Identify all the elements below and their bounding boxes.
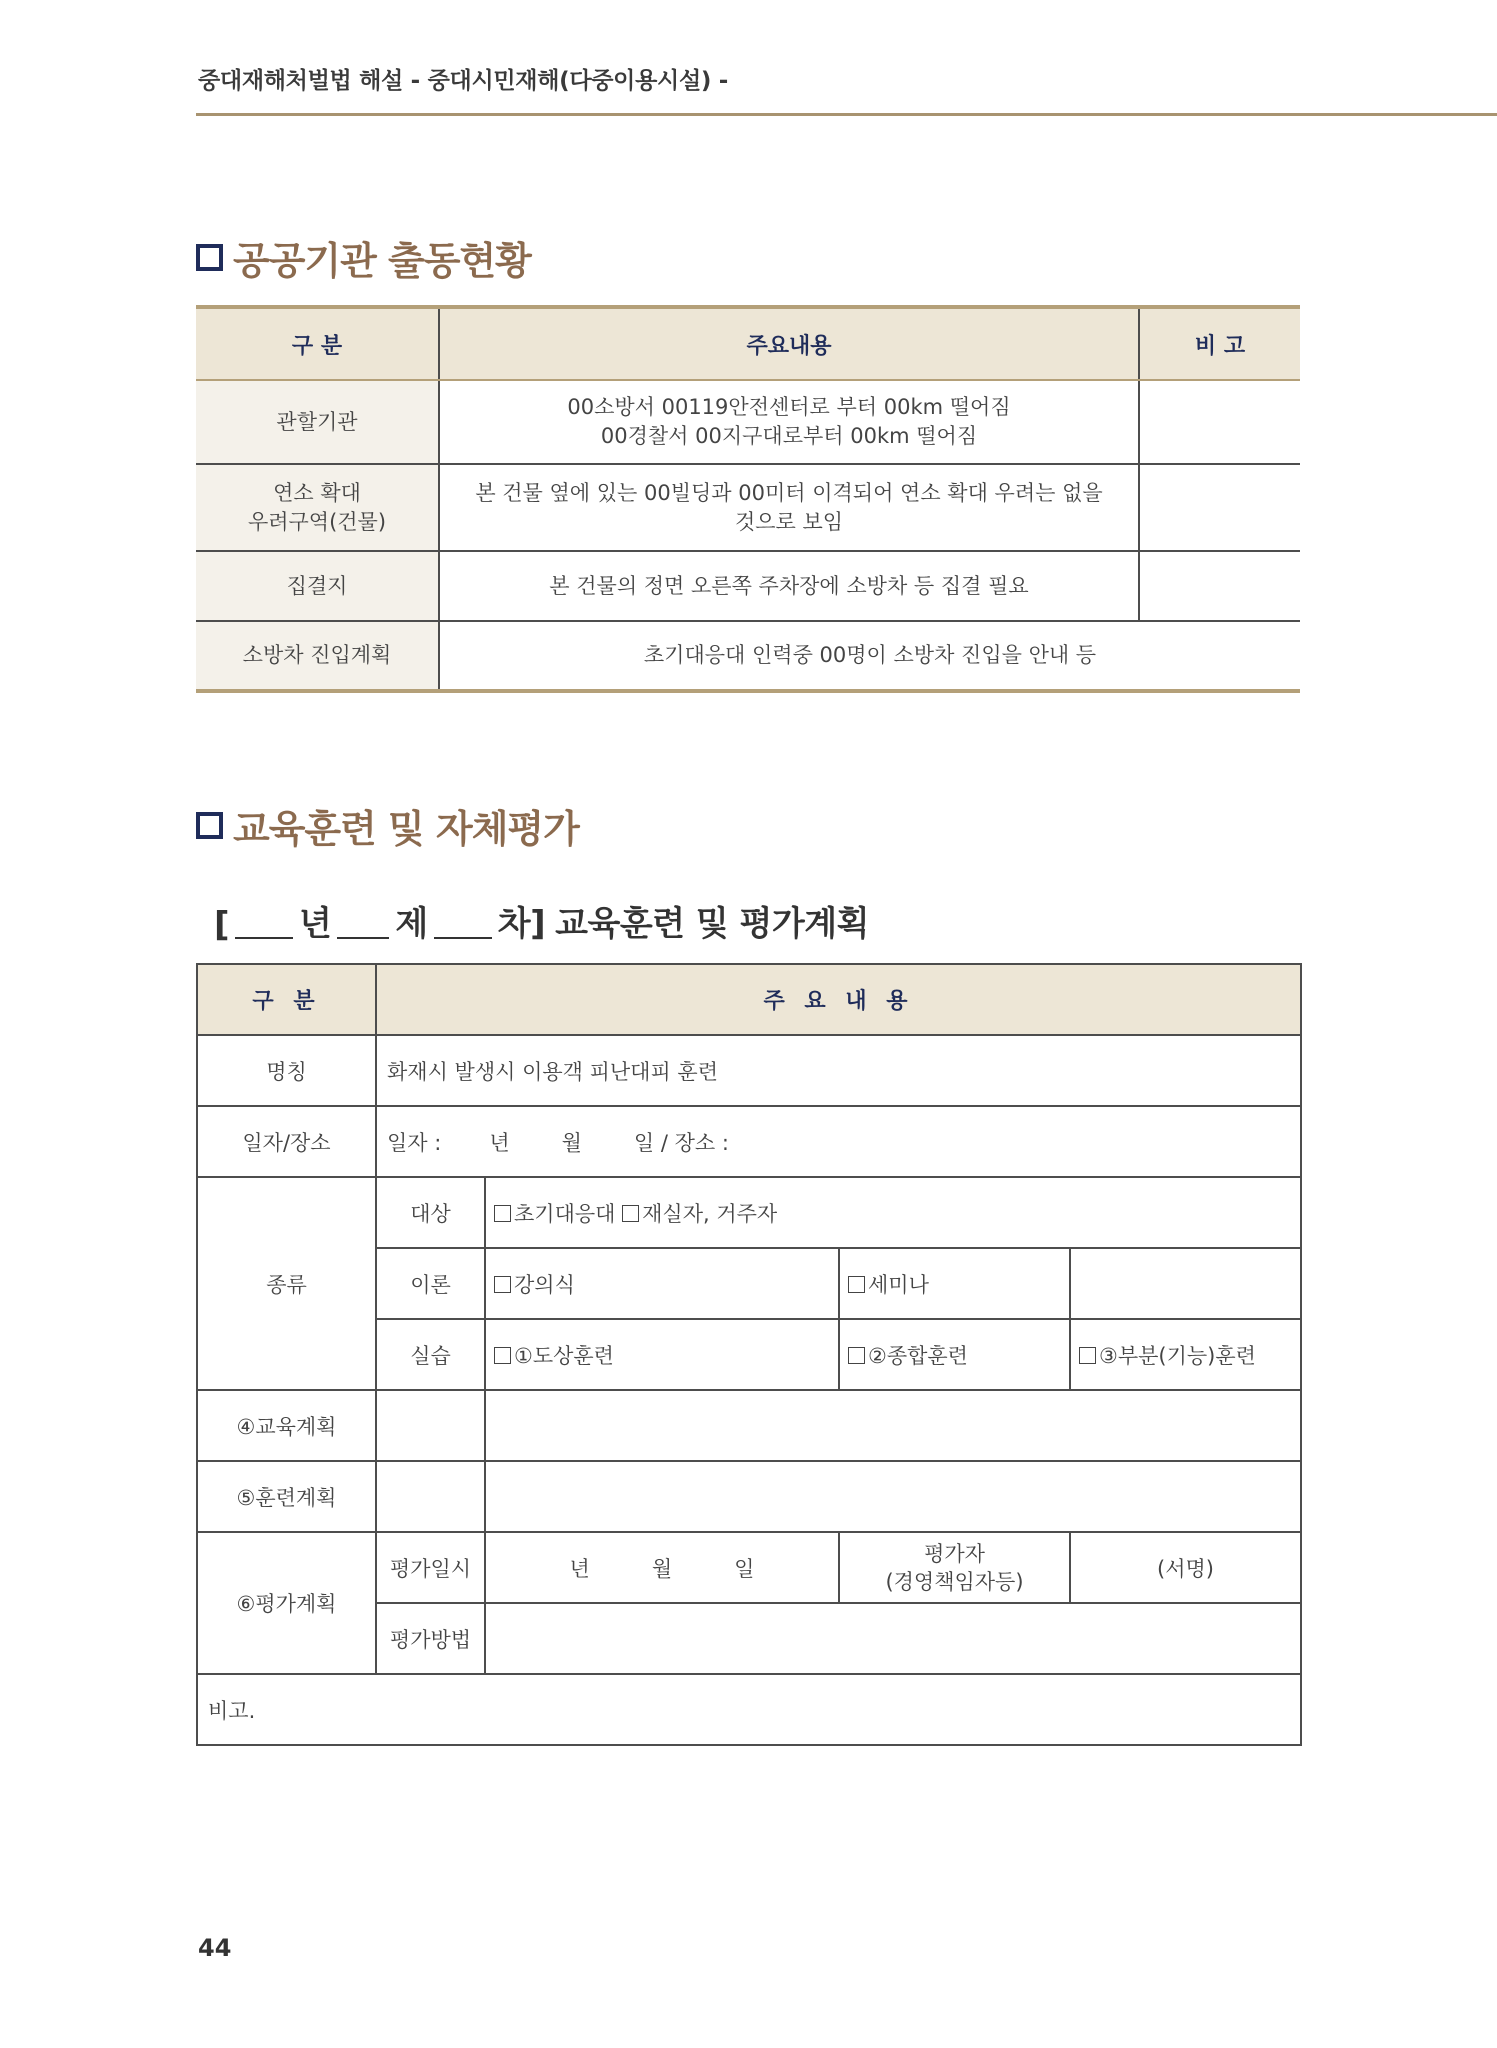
year-unit: 년 <box>569 1556 590 1581</box>
practice-option <box>839 1319 1070 1390</box>
evaluator-label <box>839 1532 1070 1603</box>
section-title-text: 교육훈련 및 자체평가 <box>233 807 579 851</box>
table-header-row <box>197 964 1301 1035</box>
checkbox-icon[interactable] <box>848 1347 865 1364</box>
header-rule <box>196 113 1497 116</box>
col-header-category: 구 분 <box>197 964 376 1035</box>
option-label: 재실자, 거주자 <box>642 1201 778 1226</box>
date-place-label: 일자/장소 <box>197 1106 376 1177</box>
row-label <box>196 464 439 551</box>
year-suffix-blank[interactable] <box>337 935 389 939</box>
checkbox-icon[interactable] <box>848 1276 865 1293</box>
form-title <box>214 896 869 945</box>
train-plan-sub[interactable] <box>376 1461 485 1532</box>
section-title-text: 공공기관 출동현황 <box>233 239 531 283</box>
row-label: 관할기관 <box>196 380 439 464</box>
section-title-dispatch <box>196 230 531 285</box>
form-title-nth-prefix: 제 <box>395 904 428 944</box>
target-options <box>485 1177 1301 1248</box>
checkbox-icon[interactable] <box>622 1205 639 1222</box>
month-unit: 월 <box>561 1130 582 1155</box>
training-plan-table <box>196 963 1302 1746</box>
row-label: 집결지 <box>196 551 439 621</box>
dispatch-status-table <box>196 305 1300 693</box>
day-unit: 일 <box>734 1556 755 1581</box>
form-title-year: 년 <box>299 904 332 944</box>
label-line: 우려구역(건물) <box>247 509 387 534</box>
eval-method-value[interactable] <box>485 1603 1301 1674</box>
form-title-rest: 교육훈련 및 평가계획 <box>555 904 869 944</box>
checkbox-icon[interactable] <box>494 1347 511 1364</box>
row-content: 본 건물의 정면 오른쪽 주차장에 소방차 등 집결 필요 <box>439 551 1139 621</box>
form-title-nth-suffix: 차] <box>497 904 546 944</box>
page-number: 44 <box>198 1934 232 1962</box>
name-label: 명칭 <box>197 1035 376 1106</box>
evaluator-line: (경영책임자등) <box>885 1569 1024 1594</box>
content-line: 00소방서 00119안전센터로 부터 00km 떨어짐 <box>567 395 1011 419</box>
signature-field[interactable]: (서명) <box>1070 1532 1301 1603</box>
row-content: 초기대응대 인력중 00명이 소방차 진입을 안내 등 <box>439 621 1300 691</box>
content-line: 것으로 보임 <box>734 509 844 534</box>
section-title-training <box>196 798 579 853</box>
row-note <box>1139 464 1300 551</box>
bracket-open: [ <box>214 905 230 945</box>
table-row <box>196 464 1300 551</box>
col-header-content: 주요내용 <box>439 307 1139 380</box>
table-row <box>197 1177 1301 1248</box>
edu-plan-value[interactable] <box>485 1390 1301 1461</box>
day-place-unit: 일 / 장소 : <box>633 1130 729 1155</box>
eval-date-label: 평가일시 <box>376 1532 485 1603</box>
col-header-content: 주 요 내 용 <box>376 964 1301 1035</box>
remarks-field[interactable]: 비고. <box>197 1674 1301 1745</box>
practice-option <box>1070 1319 1301 1390</box>
checkbox-icon[interactable] <box>1079 1347 1096 1364</box>
col-header-note: 비 고 <box>1139 307 1300 380</box>
edu-plan-label: ④교육계획 <box>197 1390 376 1461</box>
option-label: 초기대응대 <box>514 1201 616 1226</box>
edu-plan-sub[interactable] <box>376 1390 485 1461</box>
square-bullet-icon <box>196 244 223 271</box>
table-row <box>196 551 1300 621</box>
option-label: 세미나 <box>868 1272 929 1297</box>
option-label: 강의식 <box>514 1272 575 1297</box>
eval-date-value[interactable] <box>485 1532 839 1603</box>
type-label: 종류 <box>197 1177 376 1390</box>
square-bullet-icon <box>196 812 223 839</box>
table-row <box>196 621 1300 691</box>
table-header-row <box>196 307 1300 380</box>
date-place-value[interactable] <box>376 1106 1301 1177</box>
checkbox-icon[interactable] <box>494 1276 511 1293</box>
col-header-category: 구 분 <box>196 307 439 380</box>
option-label: ①도상훈련 <box>514 1343 614 1368</box>
row-content <box>439 380 1139 464</box>
table-row <box>197 1461 1301 1532</box>
running-title: 중대재해처벌법 해설 - 중대시민재해(다중이용시설) - <box>198 68 729 94</box>
content-line: 00경찰서 00지구대로부터 00km 떨어짐 <box>600 424 978 448</box>
theory-label: 이론 <box>376 1248 485 1319</box>
theory-option <box>839 1248 1070 1319</box>
year-unit: 년 <box>489 1130 510 1155</box>
empty-cell <box>1070 1248 1301 1319</box>
name-value[interactable]: 화재시 발생시 이용객 피난대피 훈련 <box>376 1035 1301 1106</box>
content-line: 본 건물 옆에 있는 00빌딩과 00미터 이격되어 연소 확대 우려는 없을 <box>475 480 1103 505</box>
year-blank[interactable] <box>235 935 293 939</box>
table-row <box>197 1674 1301 1745</box>
date-prefix: 일자 : <box>387 1130 442 1155</box>
table-row <box>197 1035 1301 1106</box>
table-row <box>197 1532 1301 1603</box>
train-plan-label: ⑤훈련계획 <box>197 1461 376 1532</box>
option-label: ③부분(기능)훈련 <box>1099 1343 1256 1368</box>
row-content <box>439 464 1139 551</box>
eval-method-label: 평가방법 <box>376 1603 485 1674</box>
row-note <box>1139 380 1300 464</box>
table-row <box>196 380 1300 464</box>
row-label: 소방차 진입계획 <box>196 621 439 691</box>
target-label: 대상 <box>376 1177 485 1248</box>
evaluator-line: 평가자 <box>924 1541 985 1566</box>
practice-option <box>485 1319 839 1390</box>
table-row <box>197 1390 1301 1461</box>
nth-blank[interactable] <box>434 935 492 939</box>
option-label: ②종합훈련 <box>868 1343 968 1368</box>
practice-label: 실습 <box>376 1319 485 1390</box>
table-row <box>197 1106 1301 1177</box>
row-note <box>1139 551 1300 621</box>
month-unit: 월 <box>651 1556 673 1581</box>
label-line: 연소 확대 <box>273 480 361 505</box>
eval-plan-label: ⑥평가계획 <box>197 1532 376 1674</box>
checkbox-icon[interactable] <box>494 1205 511 1222</box>
train-plan-value[interactable] <box>485 1461 1301 1532</box>
theory-option <box>485 1248 839 1319</box>
